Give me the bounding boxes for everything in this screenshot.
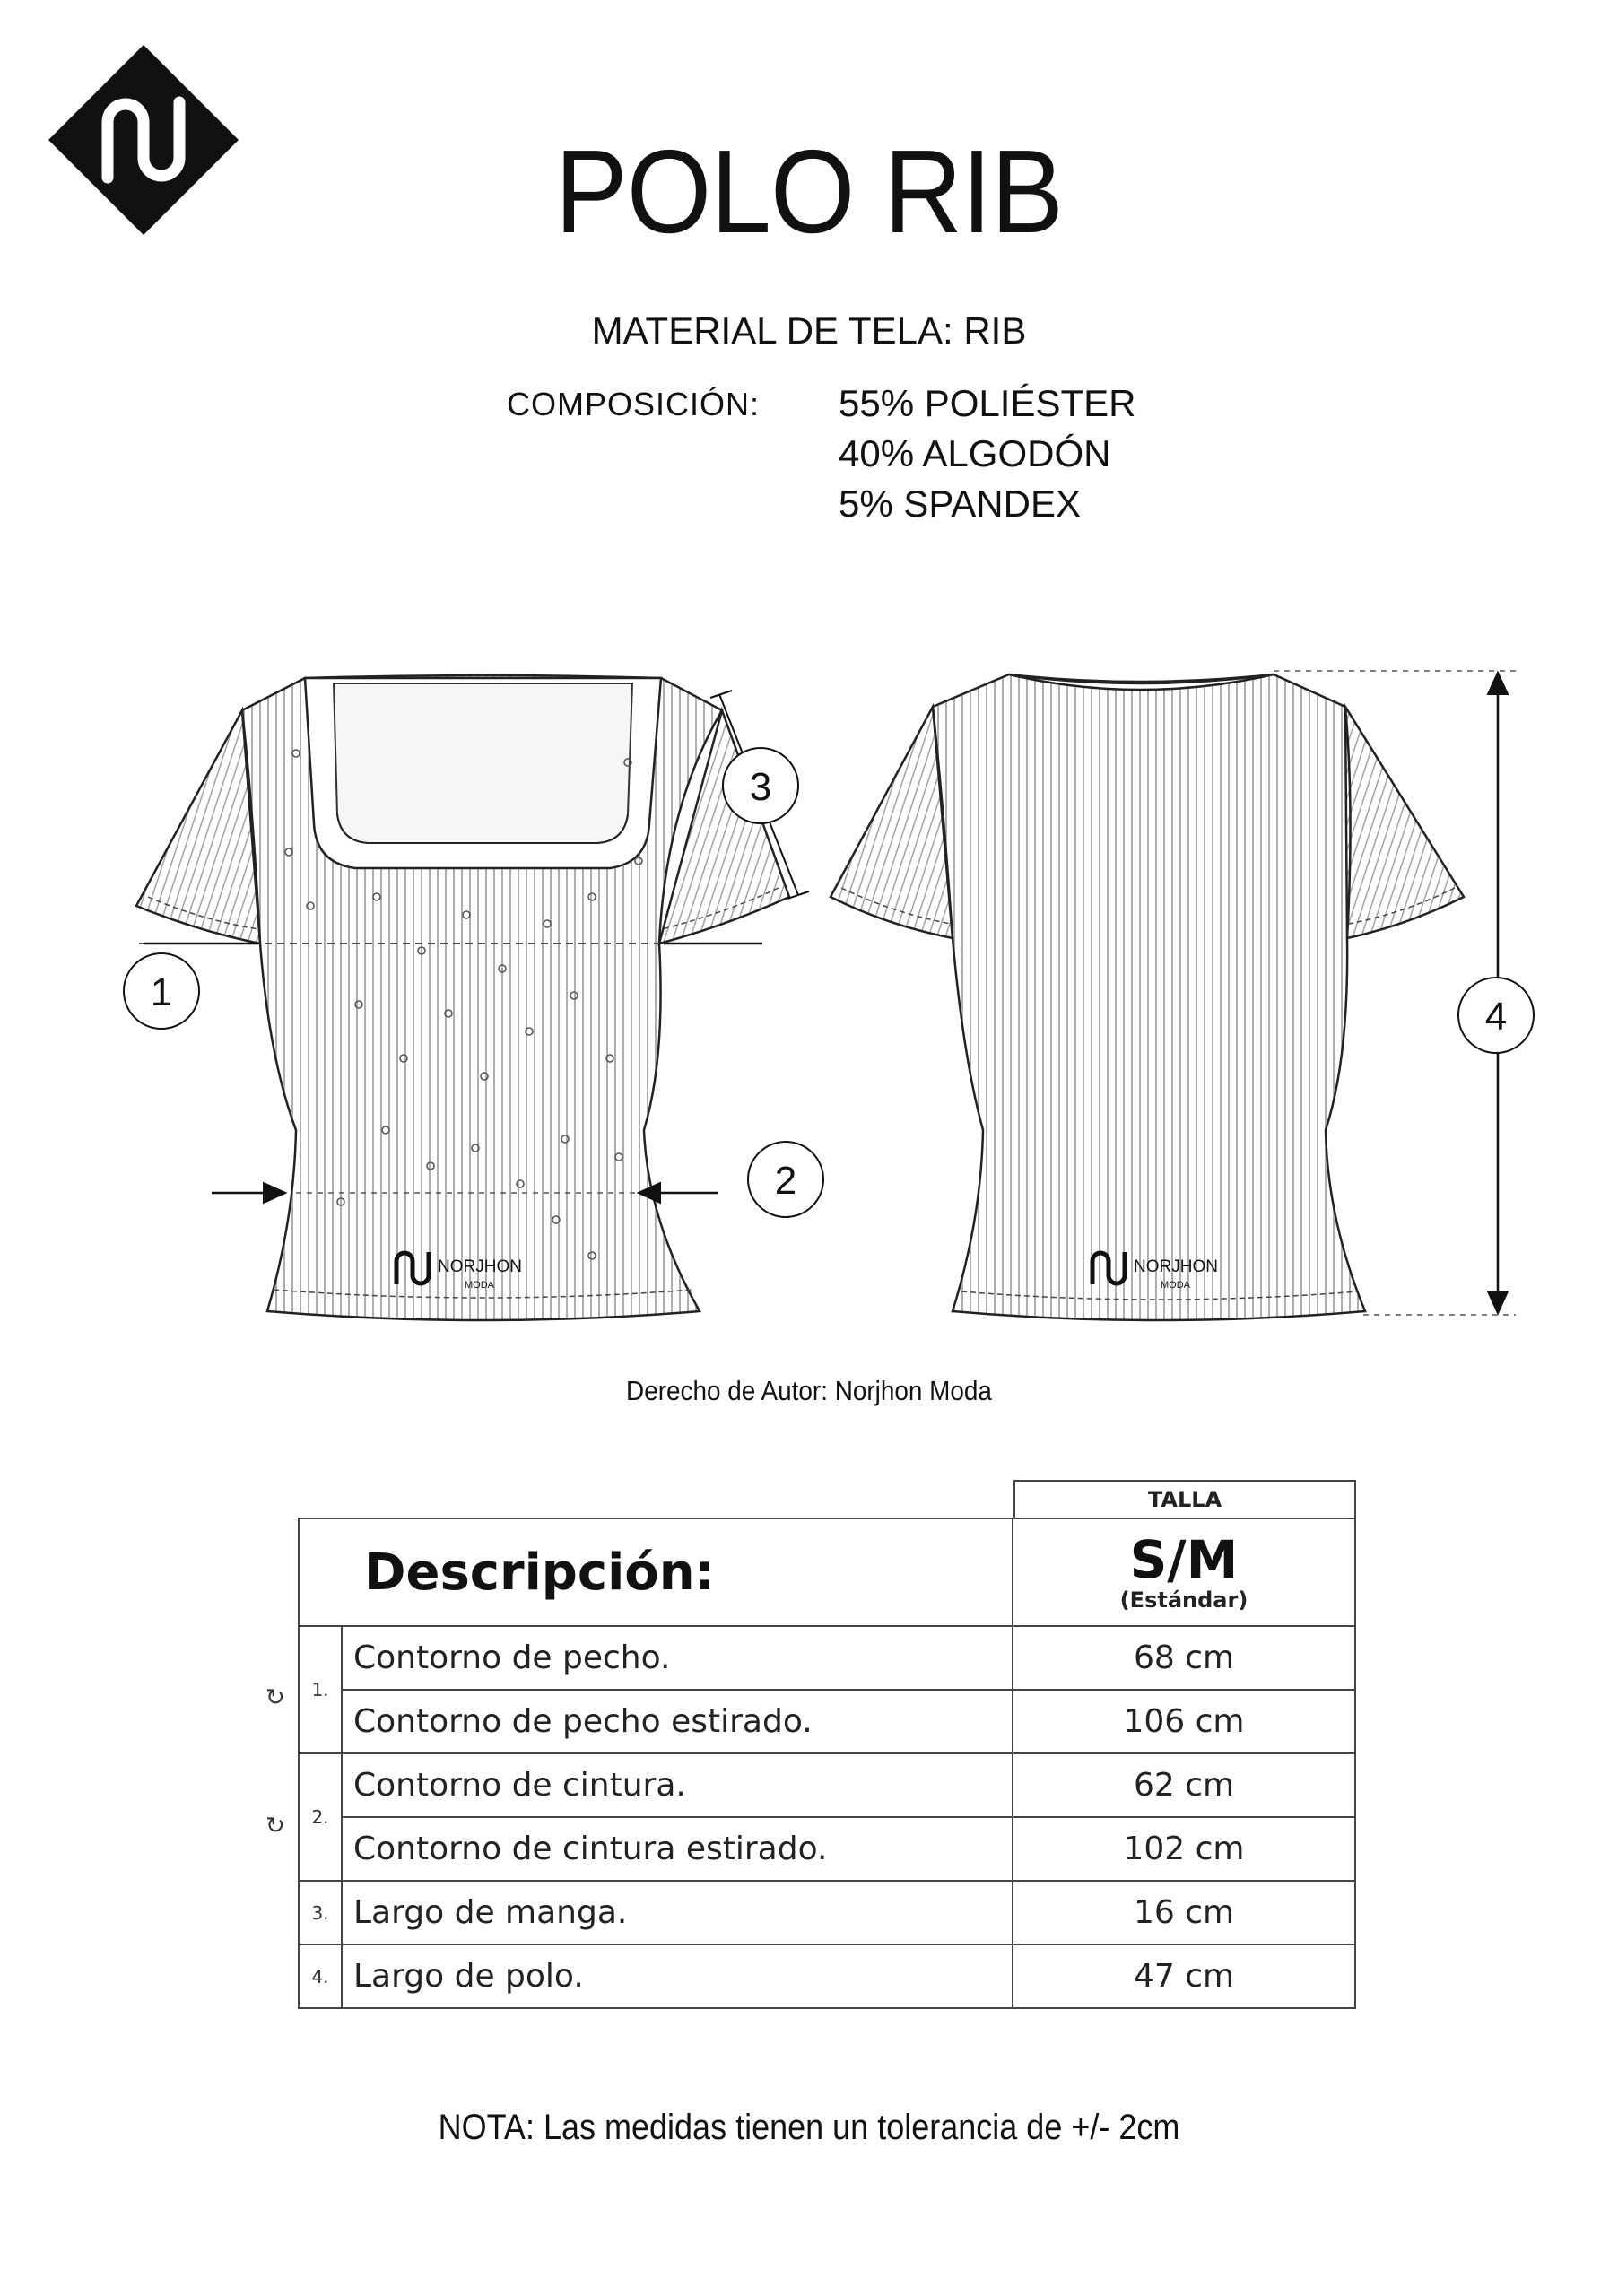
description-header: Descripción: xyxy=(364,1543,716,1602)
composition-item: 55% POLIÉSTER xyxy=(839,382,1136,424)
row-value: 47 cm xyxy=(1013,1944,1355,2008)
row-number: 3. xyxy=(299,1881,342,1944)
table-row xyxy=(299,1881,1355,1944)
front-left-sleeve xyxy=(136,710,260,944)
composition-label: COMPOSICIÓN: xyxy=(507,386,761,422)
rotate-icon: ↻ xyxy=(265,1683,285,1710)
fabric-material: MATERIAL DE TELA: RIB xyxy=(591,309,1027,352)
row-number: 2. xyxy=(299,1753,342,1881)
back-body xyxy=(933,674,1365,1320)
table-header-row xyxy=(299,1518,1355,1626)
front-brand-sub: MODA xyxy=(465,1280,494,1291)
front-view xyxy=(136,675,809,1320)
row-value: 16 cm xyxy=(1013,1881,1355,1944)
back-brand-name: NORJHON xyxy=(1134,1257,1218,1276)
back-view xyxy=(831,671,1516,1320)
size-header-cell xyxy=(1013,1518,1355,1626)
table-row xyxy=(299,1690,1355,1753)
row-description: Largo de manga. xyxy=(342,1881,1013,1944)
marker-1-label: 1 xyxy=(150,970,173,1014)
row-number: 1. xyxy=(299,1626,342,1753)
marker-3-label: 3 xyxy=(749,765,772,809)
copyright-notice: Derecho de Autor: Norjhon Moda xyxy=(626,1375,992,1406)
tolerance-note: NOTA: Las medidas tienen un tolerancia de +/- 2cm xyxy=(438,2108,1180,2147)
row-value: 62 cm xyxy=(1013,1753,1355,1817)
back-brand-sub: MODA xyxy=(1161,1280,1190,1291)
row-value: 102 cm xyxy=(1013,1817,1355,1881)
row-description: Contorno de pecho estirado. xyxy=(342,1690,1013,1753)
row-value: 106 cm xyxy=(1013,1690,1355,1753)
page-title: POLO RIB xyxy=(554,126,1063,257)
row-description: Contorno de pecho. xyxy=(342,1626,1013,1690)
composition-item: 5% SPANDEX xyxy=(839,483,1081,525)
size-note: (Estándar) xyxy=(1119,1587,1248,1613)
table-row xyxy=(299,1817,1355,1881)
table-row xyxy=(299,1753,1355,1817)
front-brand-name: NORJHON xyxy=(438,1257,522,1276)
rotate-icon: ↻ xyxy=(265,1812,285,1839)
marker-4 xyxy=(1458,978,1534,1053)
row-description: Largo de polo. xyxy=(342,1944,1013,2008)
size-label: S/M xyxy=(1129,1529,1239,1590)
table-row xyxy=(299,1944,1355,2008)
row-value: 68 cm xyxy=(1013,1626,1355,1690)
measurement-table-section xyxy=(0,1471,1618,2027)
table-row xyxy=(299,1626,1355,1690)
measurement-table xyxy=(298,1518,1356,2009)
talla-header: TALLA xyxy=(1013,1480,1356,1518)
description-header-cell xyxy=(299,1518,1013,1626)
back-left-sleeve xyxy=(831,707,953,938)
composition-item: 40% ALGODÓN xyxy=(839,432,1111,474)
back-right-sleeve xyxy=(1345,707,1464,938)
row-number: 4. xyxy=(299,1944,342,2008)
row-description: Contorno de cintura estirado. xyxy=(342,1817,1013,1881)
composition-list xyxy=(839,378,1135,529)
marker-3 xyxy=(723,748,798,823)
marker-2-label: 2 xyxy=(774,1159,797,1203)
garment-technical-drawing xyxy=(0,628,1618,1381)
marker-1 xyxy=(124,953,199,1029)
marker-4-label: 4 xyxy=(1484,995,1508,1039)
marker-2 xyxy=(748,1142,823,1217)
row-description: Contorno de cintura. xyxy=(342,1753,1013,1817)
